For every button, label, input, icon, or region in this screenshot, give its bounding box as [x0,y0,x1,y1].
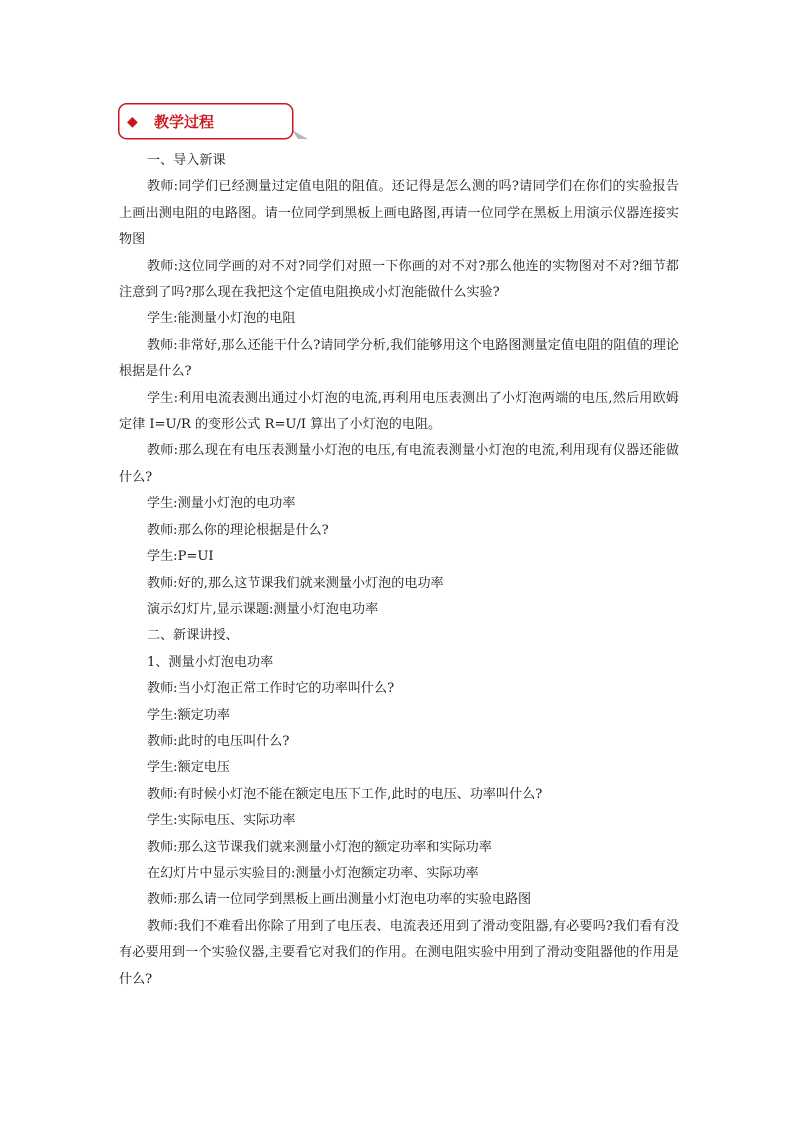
heading-new-lesson: 二、新课讲授、 [147,628,239,644]
paragraph: 教师:非常好,那么还能干什么?请同学分析,我们能够用这个电路图测量定值电阻的阻值的理论根据是什么? [119,337,679,380]
paragraph: 教师:有时候小灯泡不能在额定电压下工作,此时的电压、功率叫什么? [147,786,543,802]
header-shadow [292,130,308,139]
paragraph: 教师:此时的电压叫什么? [147,733,290,749]
paragraph: 教师:那么请一位同学到黑板上画出测量小灯泡电功率的实验电路图 [147,892,532,908]
paragraph: 教师:那么现在有电压表测量小灯泡的电压,有电流表测量小灯泡的电流,利用现有仪器还能做什么? [119,443,679,485]
paragraph: 学生:P=UI [147,549,214,565]
paragraph: 学生:利用电流表测出通过小灯泡的电流,再利用电压表测出了小灯泡两端的电压,然后用欧姆定律 I=U/R 的变形公式 R=U/I 算出了小灯泡的电阻。 [119,390,679,433]
section-title: 教学过程 [154,113,215,131]
paragraph: 教师:这位同学画的对不对?同学们对照一下你画的对不对?那么他连的实物图对不对?细节都注意到了吗?那么现在我把这个定值电阻换成小灯泡能做什么实验? [119,258,679,301]
section-header [118,103,294,141]
paragraph: 教师:那么这节课我们就来测量小灯泡的额定功率和实际功率 [147,839,492,855]
paragraph: 学生:能测量小灯泡的电阻 [147,311,296,327]
paragraph: 教师:当小灯泡正常工作时它的功率叫什么? [147,681,395,697]
lesson-content [119,148,679,993]
paragraph: 学生:实际电压、实际功率 [147,813,296,829]
paragraph: 教师:好的,那么这节课我们就来测量小灯泡的电功率 [147,575,444,591]
paragraph: 学生:额定电压 [147,760,230,776]
paragraph: 教师:同学们已经测量过定值电阻的阻值。还记得是怎么测的吗?请同学们在你们的实验报告上画出测电阻的电路图。请一位同学到黑板上画电路图,再请一位同学在黑板上用演示仪器连接实物图 [119,179,679,248]
paragraph: 学生:额定功率 [147,707,230,723]
paragraph: 教师:我们不难看出你除了用到了电压表、电流表还用到了滑动变阻器,有必要吗?我们看有没有必要用到一个实验仪器,主要看它对我们的作用。在测电阻实验中用到了滑动变阻器他的作用是什么? [119,918,679,987]
paragraph: 学生:测量小灯泡的电功率 [147,496,296,512]
paragraph: 教师:那么你的理论根据是什么? [147,522,329,538]
diamond-icon: ◆ [127,114,138,130]
paragraph: 在幻灯片中显示实验目的:测量小灯泡额定功率、实际功率 [147,865,479,881]
heading-introduction: 一、导入新课 [147,153,226,168]
paragraph: 演示幻灯片,显示课题:测量小灯泡电功率 [147,601,379,617]
subheading-measure-power: 1、测量小灯泡电功率 [147,654,274,670]
